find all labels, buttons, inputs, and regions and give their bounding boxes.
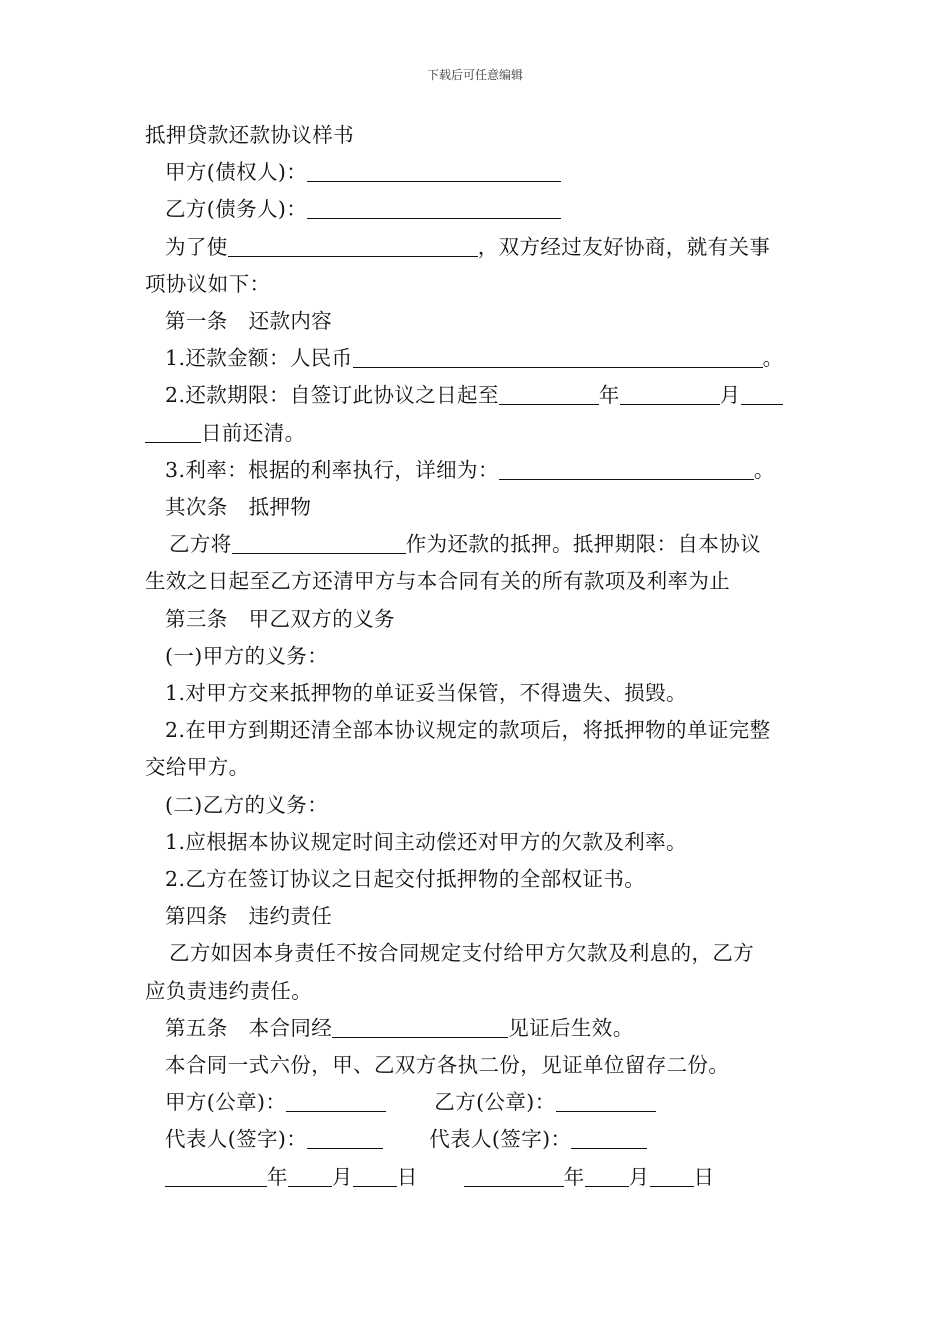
- party-a-line: [145, 154, 810, 191]
- party-a-label: 甲方(债权人)：: [165, 160, 308, 185]
- document-title: 抵押贷款还款协议样书: [145, 123, 354, 147]
- collateral-prefix: 乙方将: [169, 532, 232, 557]
- party-b-duty-2: 2.乙方在签订协议之日起交付抵押物的全部权证书。: [165, 867, 646, 892]
- intro-prefix: 为了使: [165, 234, 228, 259]
- repayment-amount-line: [145, 340, 810, 377]
- party-a-duty-1: 1.对甲方交来抵押物的单证妥当保管，不得遗失、损毁。: [165, 681, 687, 706]
- seal-line: [145, 1084, 810, 1121]
- collateral-suffix: 作为还款的抵押。抵押期限：自本协议: [405, 532, 762, 557]
- party-b-date-day-blank[interactable]: [650, 1166, 694, 1187]
- term-month-blank[interactable]: [620, 384, 720, 405]
- party-a-date-month-blank[interactable]: [288, 1166, 332, 1187]
- party-a-blank[interactable]: [307, 161, 561, 182]
- intro-line-2: 项协议如下：: [145, 271, 271, 296]
- month-label: 月: [628, 1164, 650, 1189]
- article-4-title: 第四条 违约责任: [165, 904, 333, 929]
- breach-line-2: 应负责违约责任。: [145, 978, 313, 1003]
- document-body: [145, 117, 810, 1196]
- party-a-seal-label: 甲方(公章)：: [165, 1090, 287, 1115]
- party-a-rep-label: 代表人(签字)：: [165, 1127, 308, 1152]
- breach-line: 乙方如因本身责任不按合同规定支付给甲方欠款及利息的，乙方: [169, 941, 755, 966]
- intro-suffix: ，双方经过友好协商，就有关事: [477, 234, 771, 259]
- collateral-line-2: 生效之日起至乙方还清甲方与本合同有关的所有款项及利率为止: [145, 569, 731, 594]
- repayment-term-line-2: [145, 415, 810, 452]
- article-3-title: 第三条 甲乙双方的义务: [165, 606, 395, 631]
- period-mark: 。: [762, 346, 784, 371]
- collateral-line: [145, 526, 810, 563]
- purpose-blank[interactable]: [228, 236, 478, 257]
- representative-line: [145, 1121, 810, 1158]
- interest-label: 3.利率：根据的利率执行，详细为：: [165, 457, 499, 482]
- term-day-label: 日前还清。: [201, 420, 306, 445]
- party-b-duty-1: 1.应根据本协议规定时间主动偿还对甲方的欠款及利率。: [165, 829, 687, 854]
- period-mark: 。: [753, 457, 775, 482]
- party-b-blank[interactable]: [307, 198, 561, 219]
- day-label: 日: [693, 1164, 715, 1189]
- article-1-title: 第一条 还款内容: [165, 309, 333, 334]
- witness-blank[interactable]: [332, 1017, 508, 1038]
- interest-blank[interactable]: [499, 459, 754, 480]
- interest-line: [145, 452, 810, 489]
- term-year-blank[interactable]: [499, 384, 599, 405]
- party-b-date-year-blank[interactable]: [464, 1166, 564, 1187]
- party-b-line: [145, 191, 810, 228]
- article-2-title: 其次条 抵押物: [165, 495, 312, 520]
- term-day-blank-1[interactable]: [741, 384, 783, 405]
- repayment-amount-blank[interactable]: [353, 347, 763, 368]
- party-b-seal-label: 乙方(公章)：: [434, 1090, 556, 1115]
- party-a-duty-2-cont: 交给甲方。: [145, 755, 250, 780]
- party-b-date-month-blank[interactable]: [585, 1166, 629, 1187]
- party-b-rep-blank[interactable]: [571, 1128, 647, 1149]
- party-a-duty-title: (一)甲方的义务：: [165, 643, 329, 668]
- page-header: 下载后可任意编辑: [426, 68, 523, 82]
- repayment-term-label: 2.还款期限：自签订此协议之日起至: [165, 383, 499, 408]
- collateral-blank[interactable]: [232, 533, 406, 554]
- party-a-date-year-blank[interactable]: [165, 1166, 267, 1187]
- party-a-duty-2: 2.在甲方到期还清全部本协议规定的款项后，将抵押物的单证完整: [165, 718, 771, 743]
- party-b-seal-blank[interactable]: [556, 1091, 656, 1112]
- repayment-term-line: [145, 377, 810, 414]
- party-b-label: 乙方(债务人)：: [165, 197, 308, 222]
- repayment-amount-label: 1.还款金额：人民币: [165, 346, 353, 371]
- article-5-line: [145, 1010, 810, 1047]
- month-label: 月: [331, 1164, 353, 1189]
- article-5-suffix: 见证后生效。: [508, 1015, 634, 1040]
- copies-line: 本合同一式六份，甲、乙双方各执二份，见证单位留存二份。: [165, 1053, 730, 1078]
- year-label: 年: [267, 1164, 288, 1189]
- party-a-seal-blank[interactable]: [286, 1091, 386, 1112]
- article-5-prefix: 第五条 本合同经: [165, 1015, 333, 1040]
- intro-line: [145, 229, 810, 266]
- party-a-rep-blank[interactable]: [307, 1128, 383, 1149]
- year-label: 年: [598, 383, 620, 408]
- term-day-blank-2[interactable]: [145, 422, 201, 443]
- year-label: 年: [563, 1164, 585, 1189]
- month-label: 月: [719, 383, 741, 408]
- party-a-date-day-blank[interactable]: [353, 1166, 397, 1187]
- day-label: 日: [396, 1164, 418, 1189]
- date-line: [145, 1159, 810, 1196]
- party-b-duty-title: (二)乙方的义务：: [165, 792, 329, 817]
- party-b-rep-label: 代表人(签字)：: [429, 1127, 572, 1152]
